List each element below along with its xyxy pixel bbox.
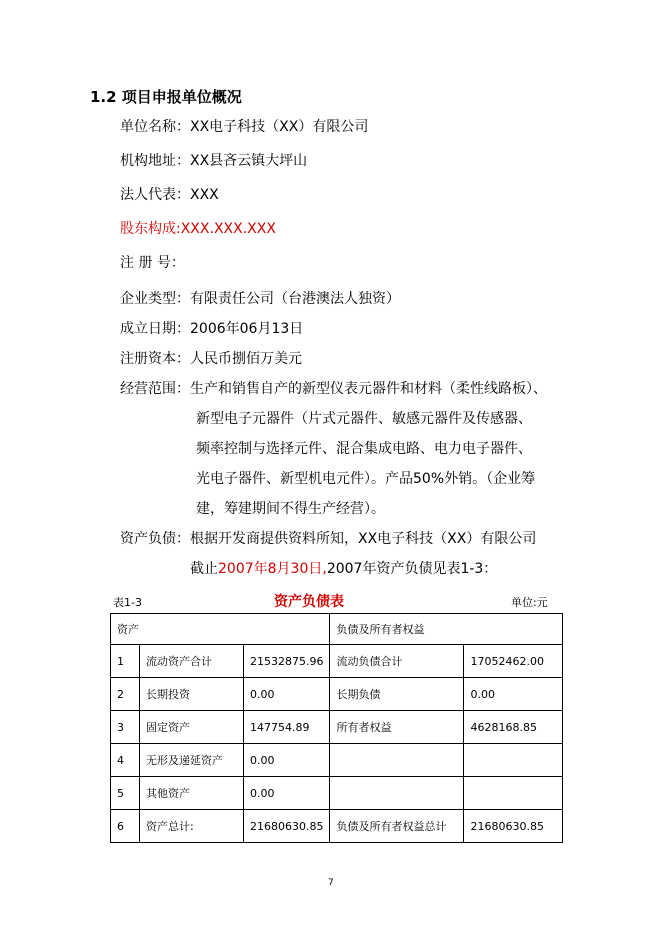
section-heading: 1.2 项目申报单位概况 [90,88,242,106]
date-prefix: 截止 [190,561,218,577]
legal-representative: 法人代表：XXX [120,187,219,203]
table-row [111,810,563,843]
row-number: 1 [111,645,140,678]
liability-value [464,777,563,810]
cutoff-date: 2007年8月30日, [218,561,327,577]
liability-value: 17052462.00 [464,645,563,678]
business-scope-line: 新型电子元器件（片式元器件、敏感元器件及传感器、 [196,411,532,427]
registered-capital: 注册资本：人民币捌佰万美元 [120,351,302,367]
table-row [111,711,563,744]
address: 机构地址：XX县吝云镇大坪山 [120,153,308,169]
table-header-row [111,614,563,645]
row-number: 5 [111,777,140,810]
asset-item: 无形及递延资产 [140,744,244,777]
table-row [111,744,563,777]
liability-item: 负债及所有者权益总计 [330,810,464,843]
business-scope-line: 频率控制与选择元件、混合集成电路、电力电子器件、 [196,441,532,457]
asset-value: 0.00 [244,678,330,711]
table-unit: 单位:元 [511,596,548,609]
business-scope-line: 建，筹建期间不得生产经营）。 [196,501,385,517]
liability-item: 流动负债合计 [330,645,464,678]
header-liabilities-equity: 负债及所有者权益 [330,614,563,645]
asset-item: 长期投资 [140,678,244,711]
table-row [111,777,563,810]
liability-item [330,744,464,777]
table-row [111,645,563,678]
business-scope-line: 经营范围：生产和销售自产的新型仪表元器件和材料（柔性线路板）、 [120,381,547,397]
asset-value: 0.00 [244,777,330,810]
asset-item: 资产总计: [140,810,244,843]
row-number: 6 [111,810,140,843]
asset-value: 21532875.96 [244,645,330,678]
row-number: 3 [111,711,140,744]
liability-item [330,777,464,810]
table-title: 资产负债表 [274,594,344,610]
row-number: 2 [111,678,140,711]
shareholders: 股东构成:XXX.XXX.XXX [120,221,276,237]
asset-value: 0.00 [244,744,330,777]
liability-value: 21680630.85 [464,810,563,843]
assets-liabilities-intro: 资产负债：根据开发商提供资料所知，XX电子科技（XX）有限公司 [120,531,537,547]
registration-number: 注 册 号： [120,255,185,271]
header-assets: 资产 [111,614,330,645]
liability-item: 所有者权益 [330,711,464,744]
asset-item: 流动资产合计 [140,645,244,678]
company-name: 单位名称：XX电子科技（XX）有限公司 [120,119,369,135]
liability-value: 0.00 [464,678,563,711]
asset-value: 21680630.85 [244,810,330,843]
page-number: 7 [328,878,334,888]
asset-item: 固定资产 [140,711,244,744]
business-scope-line: 光电子器件、新型机电元件）。产品50%外销。（企业筹 [196,471,536,487]
asset-item: 其他资产 [140,777,244,810]
assets-liabilities-date-line [190,558,497,578]
liability-item: 长期负债 [330,678,464,711]
table-row [111,678,563,711]
liability-value [464,744,563,777]
date-suffix: 2007年资产负债见表1-3： [326,561,498,577]
established-date: 成立日期：2006年06月13日 [120,321,304,337]
row-number: 4 [111,744,140,777]
liability-value: 4628168.85 [464,711,563,744]
table-label: 表1-3 [113,596,142,609]
enterprise-type: 企业类型：有限责任公司（台港澳法人独资） [120,291,400,307]
asset-value: 147754.89 [244,711,330,744]
balance-sheet-table [110,613,563,843]
